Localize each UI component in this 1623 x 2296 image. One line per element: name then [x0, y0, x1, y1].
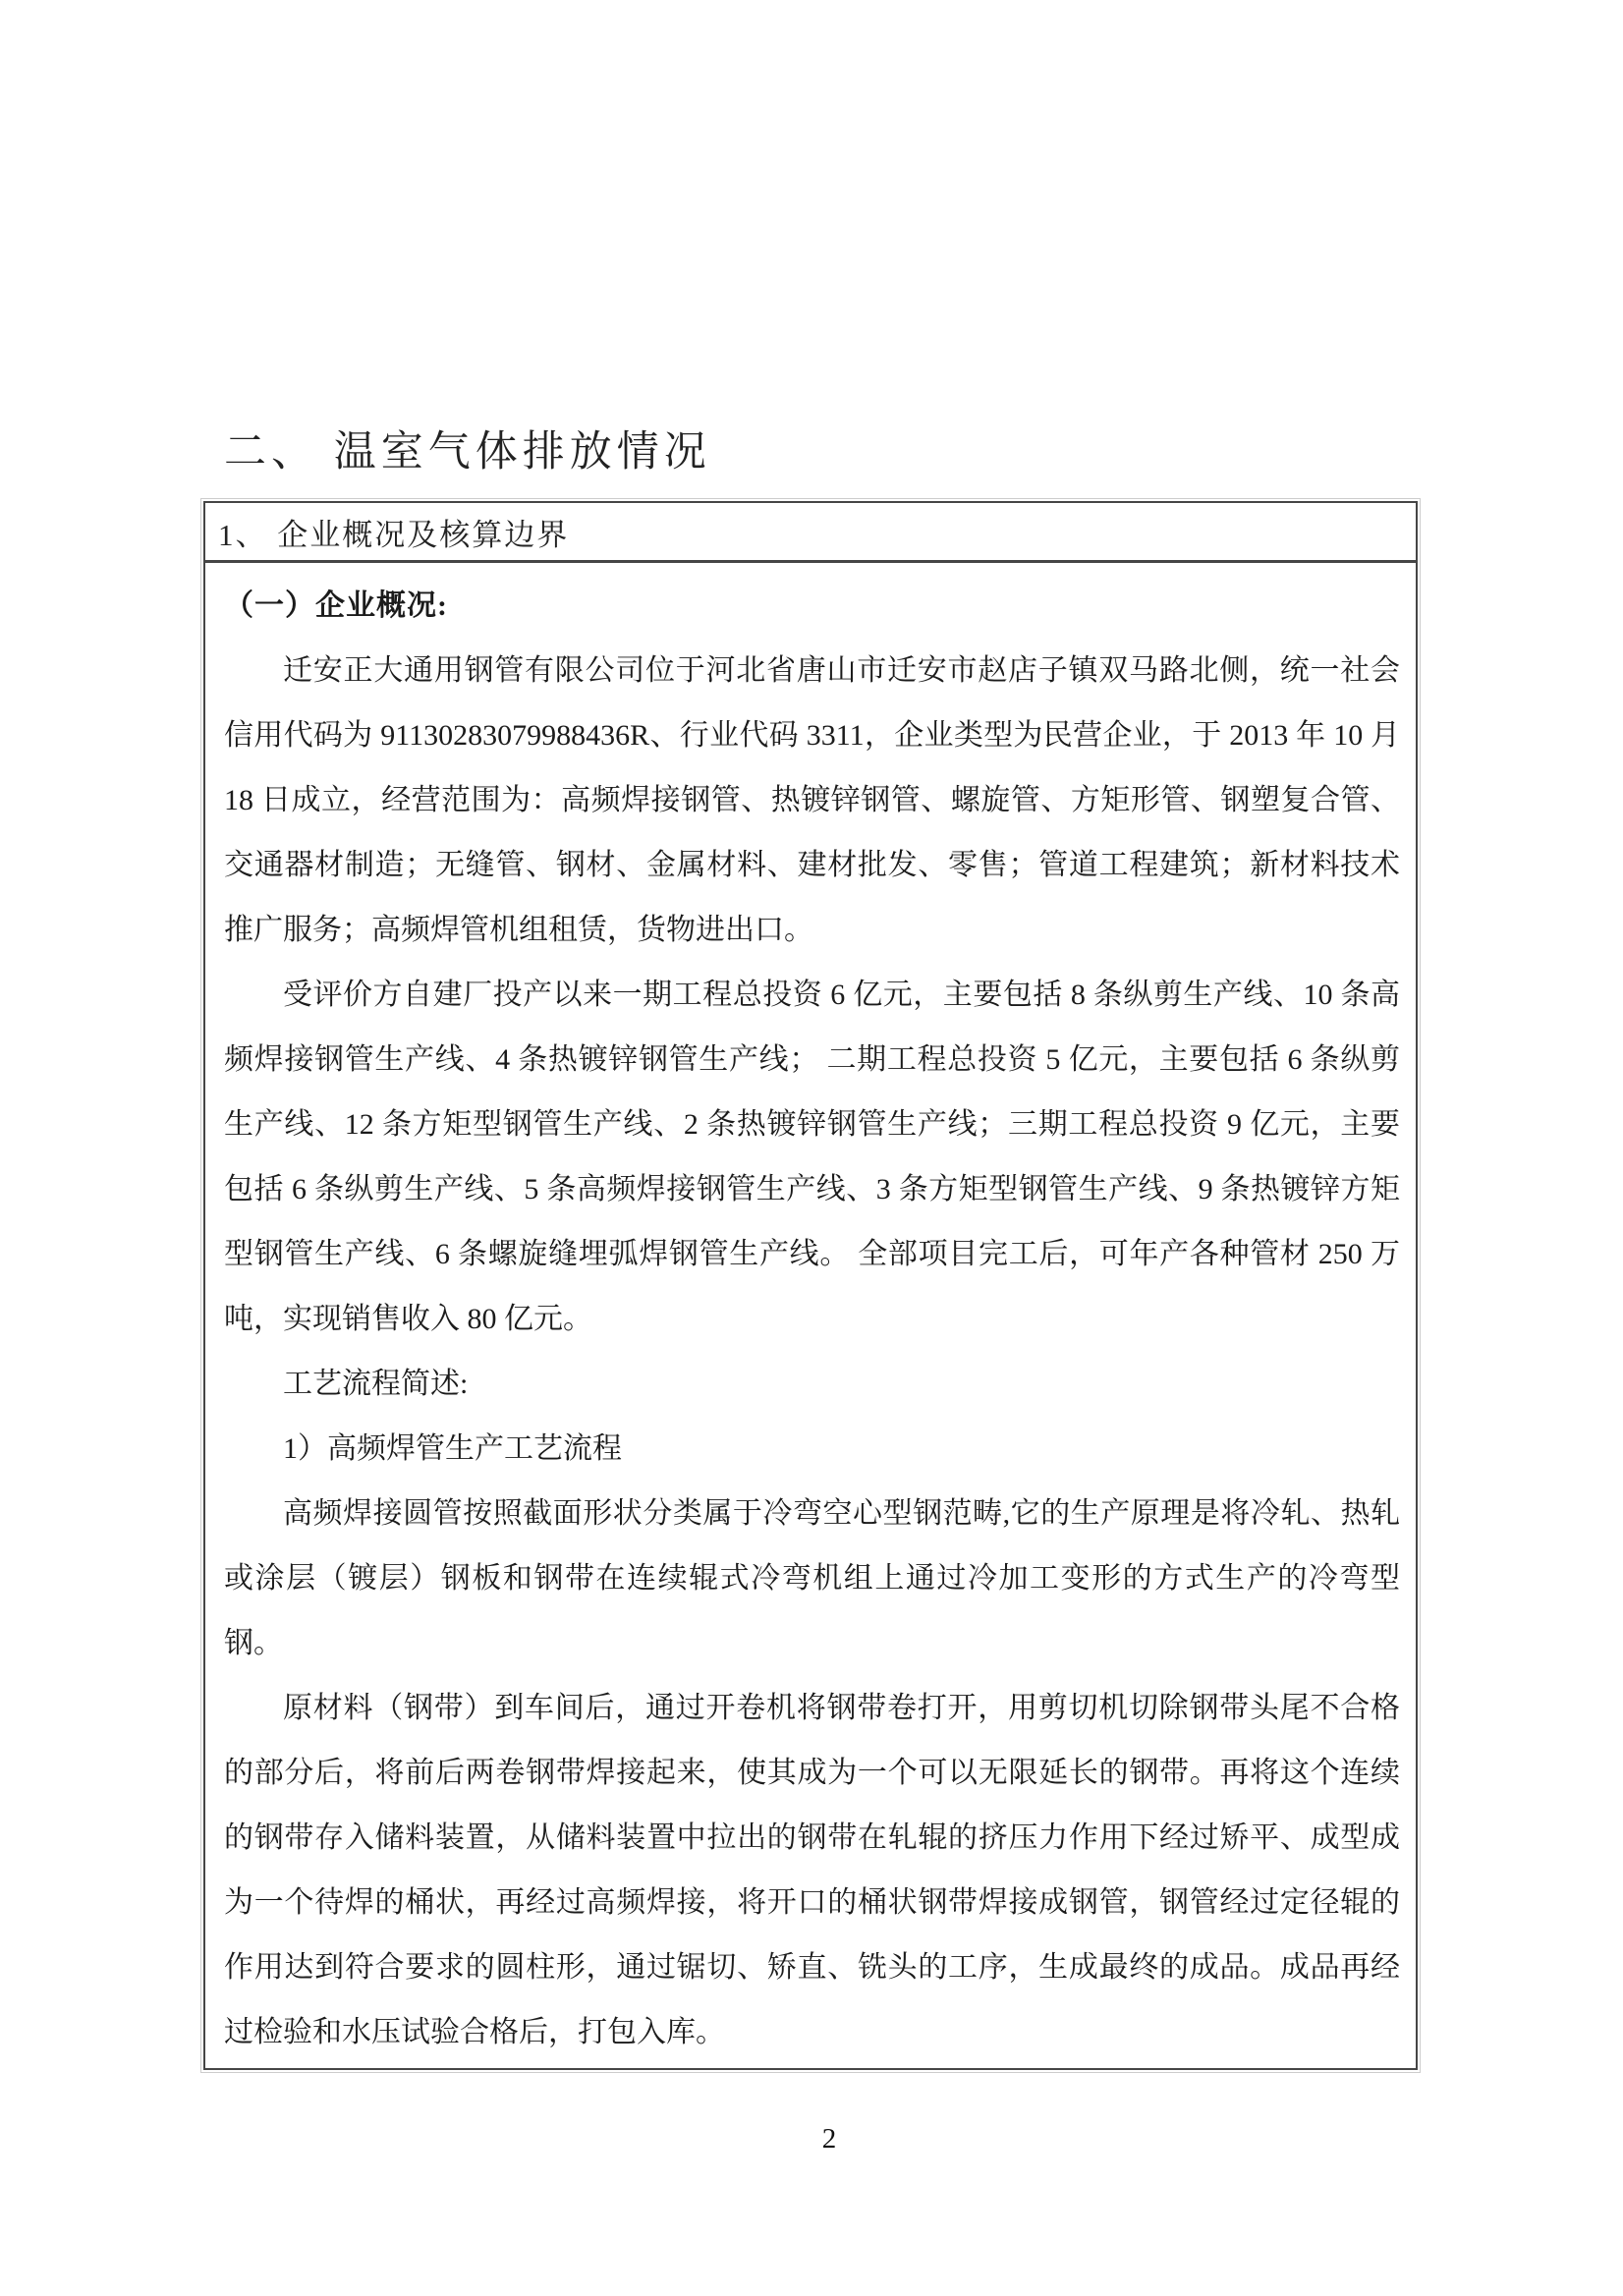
body-paragraph: 受评价方自建厂投产以来一期工程总投资 6 亿元，主要包括 8 条纵剪生产线、10 条高频焊接钢管生产线、4 条热镀锌钢管生产线； 二期工程总投资 5 亿元，主要包括 6 条纵剪生产线、12 条方矩型钢管生产线、2 条热镀锌钢管生产线；三期工程总投资 9 亿元，主要包括 6 条纵剪生产线、5 条高频焊接钢管生产线、3 条方矩型钢管生产线、9 条热镀锌方矩型钢管生产线、6 条螺旋缝埋弧焊钢管生产线。 全部项目完工后，可年产各种管材 250 万吨，实现销售收入 80 亿元。	[224, 979, 1400, 1335]
table-body-cell	[205, 563, 1416, 2068]
body-paragraph: 工艺流程简述:	[283, 1368, 469, 1400]
body-paragraph: 原材料（钢带）到车间后，通过开卷机将钢带卷打开，用剪切机切除钢带头尾不合格的部分后，将前后两卷钢带焊接起来，使其成为一个可以无限延长的钢带。再将这个连续的钢带存入储料装置，从储料装置中拉出的钢带在轧辊的挤压力作用下经过矫平、成型成为一个待焊的桶状，再经过高频焊接，将开口的桶状钢带焊接成钢管，钢管经过定径辊的作用达到符合要求的圆柱形，通过锯切、矫直、铣头的工序，生成最终的成品。成品再经过检验和水压试验合格后，打包入库。	[224, 1692, 1400, 2048]
section-heading: （一）企业概况:	[224, 589, 448, 622]
body-paragraph: 高频焊接圆管按照截面形状分类属于冷弯空心型钢范畴,它的生产原理是将冷轧、热轧或涂层（镀层）钢板和钢带在连续辊式冷弯机组上通过冷加工变形的方式生产的冷弯型钢。	[224, 1497, 1400, 1659]
table-header-label: 1、 企业概况及核算边界	[218, 517, 570, 552]
paragraphs-container	[224, 639, 1400, 2065]
ghg-overview-table	[203, 501, 1418, 2070]
page-title: 二、 温室气体排放情况	[224, 429, 711, 476]
table-header-row	[205, 503, 1416, 563]
body-paragraph: 迁安正大通用钢管有限公司位于河北省唐山市迁安市赵店子镇双马路北侧，统一社会信用代码为 91130283079988436R、行业代码 3311，企业类型为民营企业，于 2013 年 10 月 18 日成立，经营范围为：高频焊接钢管、热镀锌钢管、螺旋管、方矩形管、钢塑复合管、交通器材制造；无缝管、钢材、金属材料、建材批发、零售；管道工程建筑；新材料技术推广服务；高频焊管机组租赁，货物进出口。	[224, 654, 1400, 946]
body-paragraph: 1）高频焊管生产工艺流程	[283, 1432, 622, 1465]
page-number: 2	[821, 2123, 837, 2155]
